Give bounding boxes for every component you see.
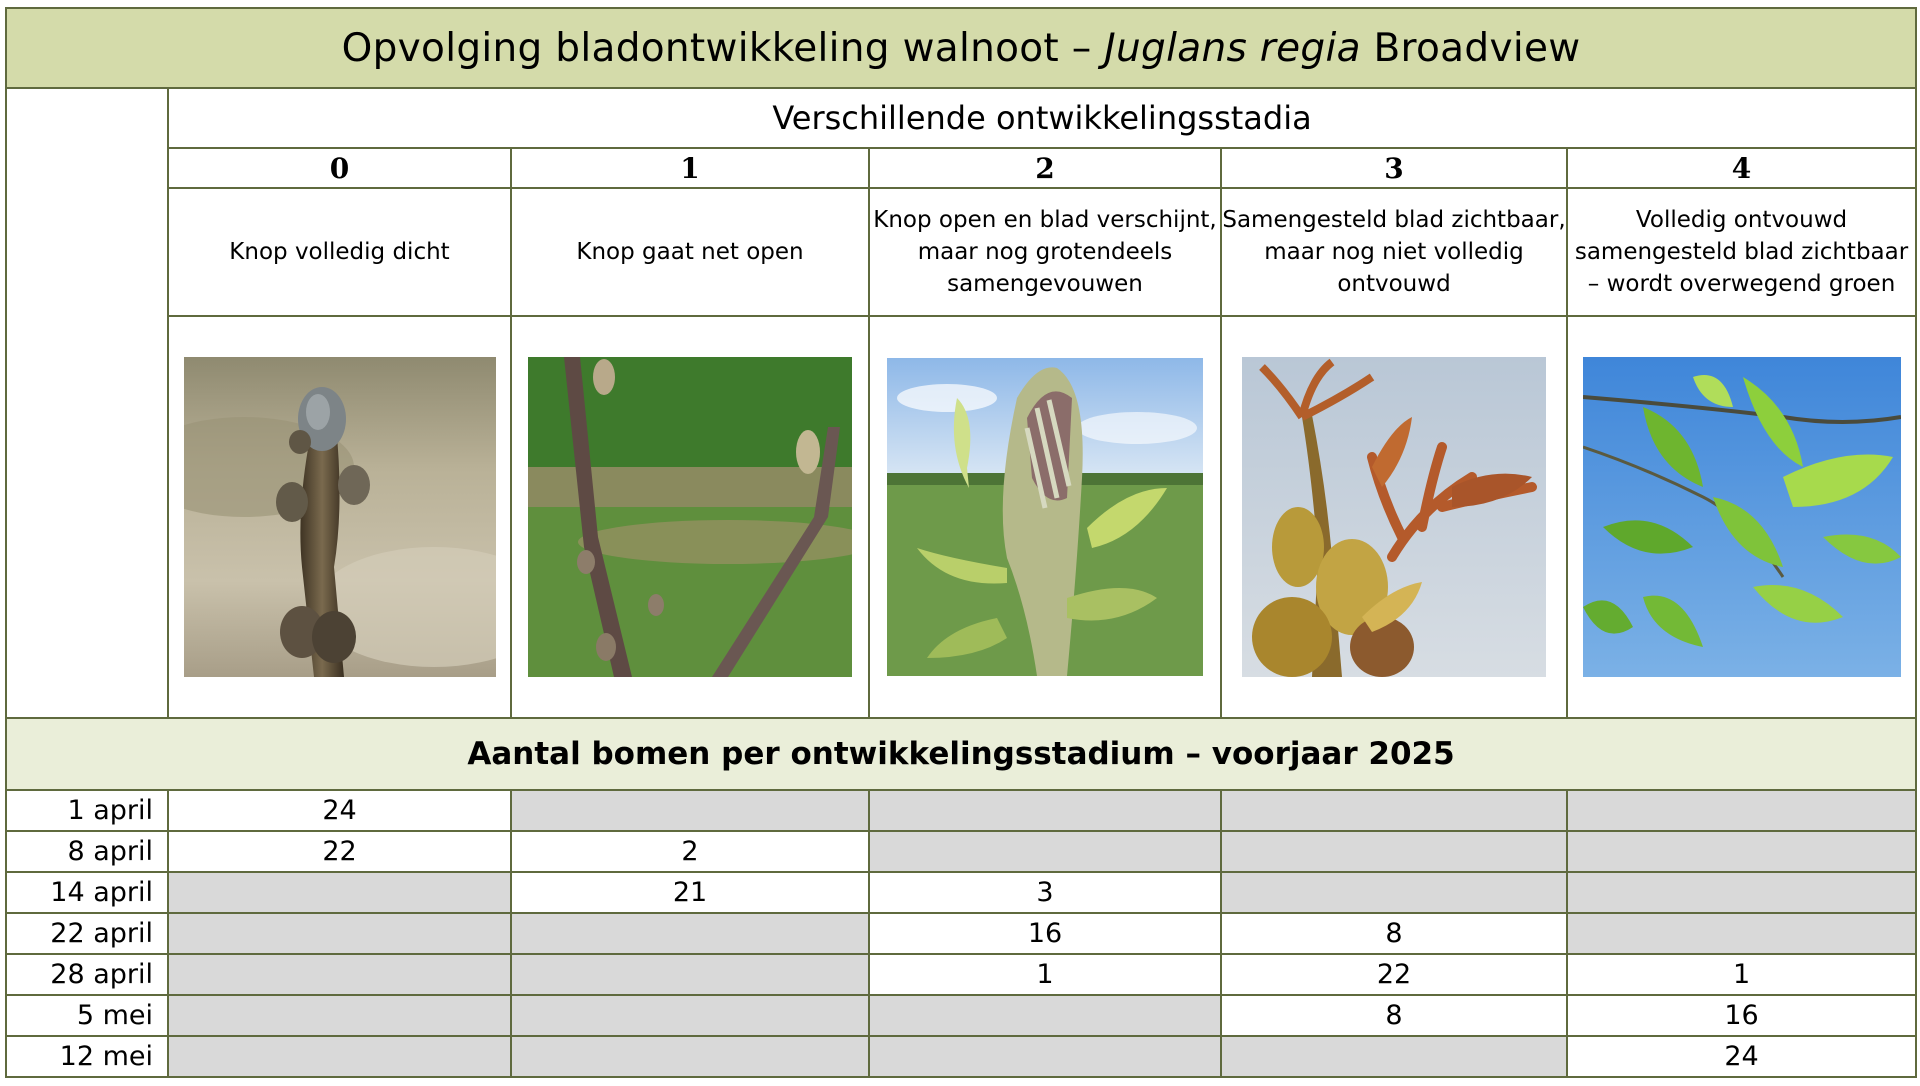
- emerging-leaf-photo: [887, 358, 1203, 676]
- leaf-development-table: [5, 7, 1917, 1078]
- row-date: 28 april: [6, 954, 168, 995]
- count-cell: 16: [869, 913, 1221, 954]
- table-row: [6, 995, 1916, 1036]
- count-cell: 3: [869, 872, 1221, 913]
- corner-cell: [6, 88, 168, 718]
- count-cell: [511, 790, 869, 831]
- count-cell: [511, 995, 869, 1036]
- stage-number-2: 2: [869, 148, 1221, 188]
- stage-description-3: Samengesteld blad zichtbaar, maar nog niet volledig ontvouwd: [1221, 188, 1567, 316]
- stage-description-4: Volledig ontvouwd samengesteld blad zichtbaar – wordt overwegend groen: [1567, 188, 1916, 316]
- stage-description-0: Knop volledig dicht: [168, 188, 511, 316]
- stage-photo-cell-3: [1221, 316, 1567, 718]
- opening-bud-photo: [528, 357, 852, 677]
- count-cell: 24: [1567, 1036, 1916, 1077]
- document-frame: [5, 7, 1915, 1081]
- stage-photo-cell-1: [511, 316, 869, 718]
- count-cell: [1221, 831, 1567, 872]
- stage-photo-cell-4: [1567, 316, 1916, 718]
- stage-photo-cell-0: [168, 316, 511, 718]
- count-cell: [1221, 790, 1567, 831]
- count-cell: [1567, 872, 1916, 913]
- table-row: [6, 1036, 1916, 1077]
- row-date: 8 april: [6, 831, 168, 872]
- table-row: [6, 831, 1916, 872]
- row-date: 1 april: [6, 790, 168, 831]
- count-cell: [1221, 872, 1567, 913]
- count-cell: [511, 1036, 869, 1077]
- count-cell: [869, 790, 1221, 831]
- count-cell: [168, 954, 511, 995]
- count-cell: [869, 995, 1221, 1036]
- stage-number-0: 0: [168, 148, 511, 188]
- count-cell: [1567, 790, 1916, 831]
- stage-number-1: 1: [511, 148, 869, 188]
- count-cell: [1567, 913, 1916, 954]
- table-row: [6, 872, 1916, 913]
- count-cell: [168, 995, 511, 1036]
- count-cell: [511, 954, 869, 995]
- section-title: Aantal bomen per ontwikkelingsstadium – voorjaar 2025: [6, 718, 1916, 790]
- stage-number-4: 4: [1567, 148, 1916, 188]
- count-cell: 21: [511, 872, 869, 913]
- title-prefix: Opvolging bladontwikkeling walnoot –: [341, 25, 1105, 71]
- count-cell: [1221, 1036, 1567, 1077]
- row-date: 22 april: [6, 913, 168, 954]
- row-date: 12 mei: [6, 1036, 168, 1077]
- table-row: [6, 790, 1916, 831]
- count-cell: 8: [1221, 913, 1567, 954]
- title-species: Juglans regia: [1104, 25, 1361, 71]
- count-cell: 24: [168, 790, 511, 831]
- count-cell: 1: [1567, 954, 1916, 995]
- row-date: 14 april: [6, 872, 168, 913]
- count-cell: 22: [168, 831, 511, 872]
- count-cell: 2: [511, 831, 869, 872]
- count-cell: [168, 913, 511, 954]
- stage-description-2: Knop open en blad verschijnt, maar nog grotendeels samengevouwen: [869, 188, 1221, 316]
- count-cell: [168, 1036, 511, 1077]
- closed-bud-photo: [184, 357, 496, 677]
- count-cell: 1: [869, 954, 1221, 995]
- count-cell: [511, 913, 869, 954]
- table-row: [6, 954, 1916, 995]
- count-cell: [168, 872, 511, 913]
- title-suffix: Broadview: [1360, 25, 1581, 71]
- count-cell: 16: [1567, 995, 1916, 1036]
- page-title: [6, 8, 1916, 88]
- row-date: 5 mei: [6, 995, 168, 1036]
- count-cell: 22: [1221, 954, 1567, 995]
- stage-number-3: 3: [1221, 148, 1567, 188]
- compound-leaf-photo: [1242, 357, 1546, 677]
- stage-description-1: Knop gaat net open: [511, 188, 869, 316]
- count-cell: 8: [1221, 995, 1567, 1036]
- count-cell: [869, 1036, 1221, 1077]
- stage-photo-cell-2: [869, 316, 1221, 718]
- count-cell: [869, 831, 1221, 872]
- table-row: [6, 913, 1916, 954]
- unfolded-leaf-photo: [1583, 357, 1901, 677]
- count-cell: [1567, 831, 1916, 872]
- stages-header: Verschillende ontwikkelingsstadia: [168, 88, 1916, 148]
